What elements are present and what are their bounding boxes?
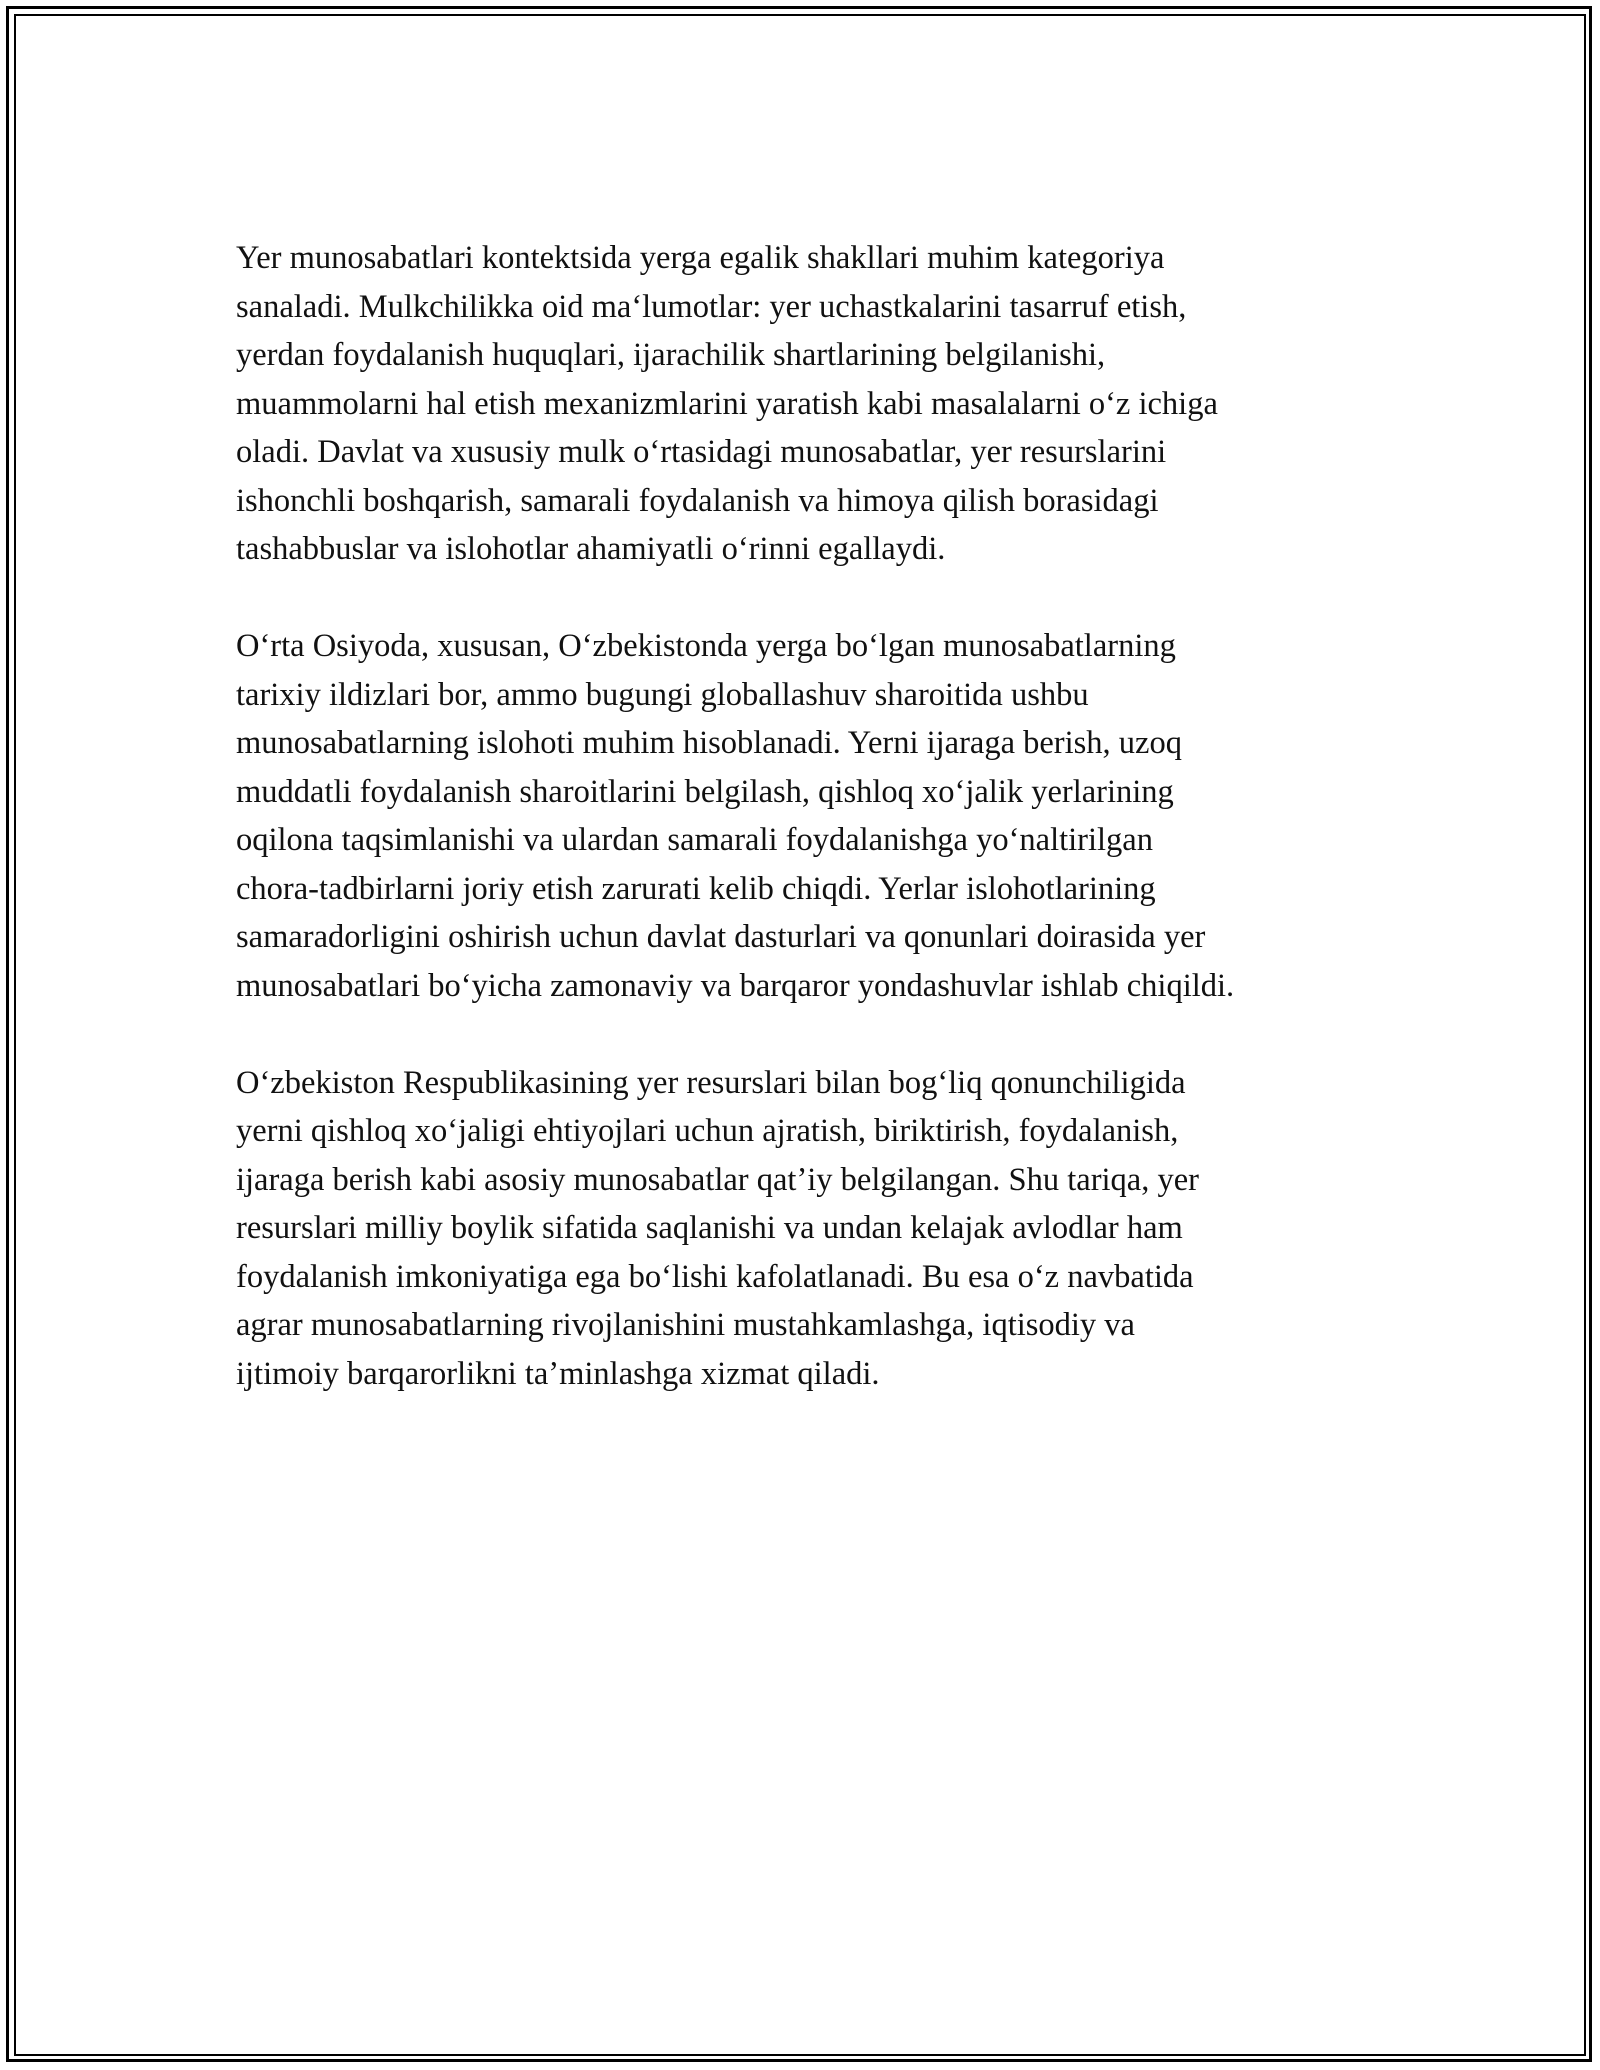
text-line: tashabbuslar va islohotlar ahamiyatli oʻrinni egallaydi. [236,531,946,567]
text-line: resurslari milliy boylik sifatida saqlanishi va undan kelajak avlodlar ham [236,1210,1183,1246]
text-line: oladi. Davlat va xususiy mulk oʻrtasidagi munosabatlar, yer resurslarini [236,434,1167,470]
text-line: yerni qishloq xoʻjaligi ehtiyojlari uchun ajratish, biriktirish, foydalanish, [236,1113,1179,1149]
text-line: Yer munosabatlari kontektsida yerga egalik shakllari muhim kategoriya [236,240,1165,276]
text-line: Oʻrta Osiyoda, xususan, Oʻzbekistonda yerga boʻlgan munosabatlarning [236,628,1176,664]
text-line: ijtimoiy barqarorlikni taʼminlashga xizmat qiladi. [236,1355,880,1392]
text-line: munosabatlari boʻyicha zamonaviy va barqaror yondashuvlar ishlab chiqildi. [236,967,1235,1004]
document-body [236,234,1386,1447]
paragraph-2 [236,622,1386,1010]
text-line: muddatli foydalanish sharoitlarini belgilash, qishloq xoʻjalik yerlarining [236,773,1174,810]
text-line: Oʻzbekiston Respublikasining yer resurslari bilan bogʻliq qonunchiligida [236,1064,1186,1101]
text-line: munosabatlarning islohoti muhim hisoblanadi. Yerni ijaraga berish, uzoq [236,725,1182,761]
text-line: ijaraga berish kabi asosiy munosabatlar qatʼiy belgilangan. Shu tariqa, yer [236,1161,1199,1198]
paragraph-1 [236,234,1386,574]
text-line: sanaladi. Mulkchilikka oid maʻlumotlar: yer uchastkalarini tasarruf etish, [236,288,1187,325]
paragraph-3 [236,1059,1386,1399]
text-line: muammolarni hal etish mexanizmlarini yaratish kabi masalalarni oʻz ichiga [236,385,1218,422]
text-line: foydalanish imkoniyatiga ega boʻlishi kafolatlanadi. Bu esa oʻz navbatida [236,1258,1194,1295]
text-line: chora-tadbirlarni joriy etish zarurati kelib chiqdi. Yerlar islohotlarining [236,870,1156,907]
text-line: ishonchli boshqarish, samarali foydalanish va himoya qilish borasidagi [236,482,1159,519]
text-line: oqilona taqsimlanishi va ulardan samarali foydalanishga yoʻnaltirilgan [236,822,1153,858]
text-line: samaradorligini oshirish uchun davlat dasturlari va qonunlari doirasida yer [236,919,1206,955]
text-line: yerdan foydalanish huquqlari, ijarachilik shartlarining belgilanishi, [236,337,1106,373]
text-line: agrar munosabatlarning rivojlanishini mustahkamlashga, iqtisodiy va [236,1307,1135,1343]
text-line: tarixiy ildizlari bor, ammo bugungi globallashuv sharoitida ushbu [236,676,1089,713]
